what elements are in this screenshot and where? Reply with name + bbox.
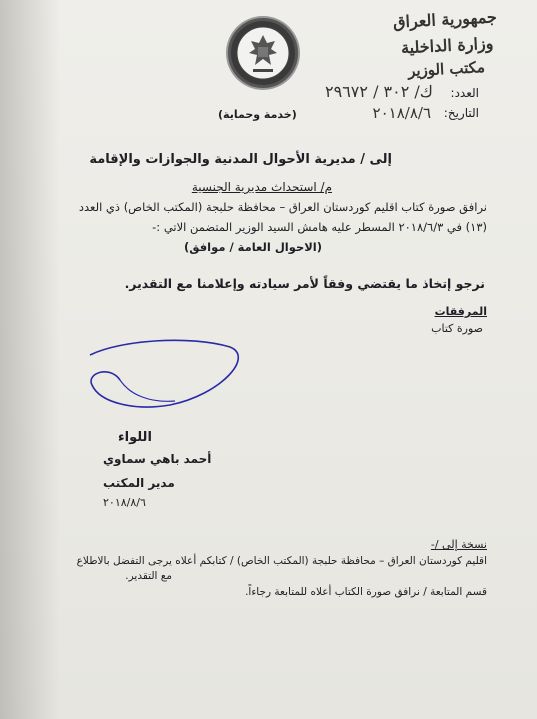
ref-date-value: ٢٠١٨/٨/٦ [372, 104, 431, 122]
copies-line3: قسم المتابعة / نرافق صورة الكتاب أعلاه للمتابعة رجاءاً. [245, 586, 487, 598]
copies-title: نسخة إلى /- [430, 538, 487, 551]
ref-date-label: التاريخ: [443, 106, 479, 120]
recipient-line: إلى / مديرية الأحوال المدنية والجوازات والإقامة [89, 152, 392, 167]
signature-title: مدير المكتب [103, 476, 175, 490]
copies-line1: اقليم كوردستان العراق – محافظة حلبجة (المكتب الخاص) / كتابكم أعلاه يرجى التفضل بالاطلاع [76, 555, 487, 567]
signature-name: أحمد باهي سماوي [103, 452, 212, 466]
letterhead-line3: مكتب الوزير [407, 57, 486, 81]
body-line3: (الاحوال العامة / موافق) [184, 240, 322, 254]
page-shadow [0, 0, 60, 719]
signature-rank: اللواء [118, 430, 152, 445]
attachments-item: صورة كتاب [431, 322, 483, 335]
attachments-title: المرفقات [434, 305, 487, 318]
subject-line: م/ استحداث مديرية الجنسية [191, 180, 332, 194]
ministry-seal [228, 18, 298, 88]
signature-date: ٢٠١٨/٨/٦ [103, 496, 146, 509]
body-line1: نرافق صورة كتاب اقليم كوردستان العراق – محافظة حلبجة (المكتب الخاص) ذي العدد [78, 200, 487, 214]
signature-scribble [80, 335, 250, 415]
body-line2: (١٣) في ٢٠١٨/٦/٣ المسطر عليه هامش السيد الوزير المتضمن الاتي :- [152, 220, 487, 234]
copies-line2: مع التقدير. [125, 570, 172, 582]
letterhead-line1: جمهورية العراق [392, 7, 498, 32]
request-line: نرجو إتخاذ ما يقتضي وفقاً لأمر سيادته وإعلامنا مع التقدير. [124, 276, 485, 291]
ref-number-value: ك/ ٣٠٢ / ٢٩٦٧٢ [325, 82, 433, 101]
letterhead-line2: وزارة الداخلية [400, 33, 494, 58]
eagle-emblem-icon [231, 21, 295, 85]
motto: (خدمة وحماية) [218, 108, 297, 121]
ref-number-label: العدد: [450, 86, 479, 100]
